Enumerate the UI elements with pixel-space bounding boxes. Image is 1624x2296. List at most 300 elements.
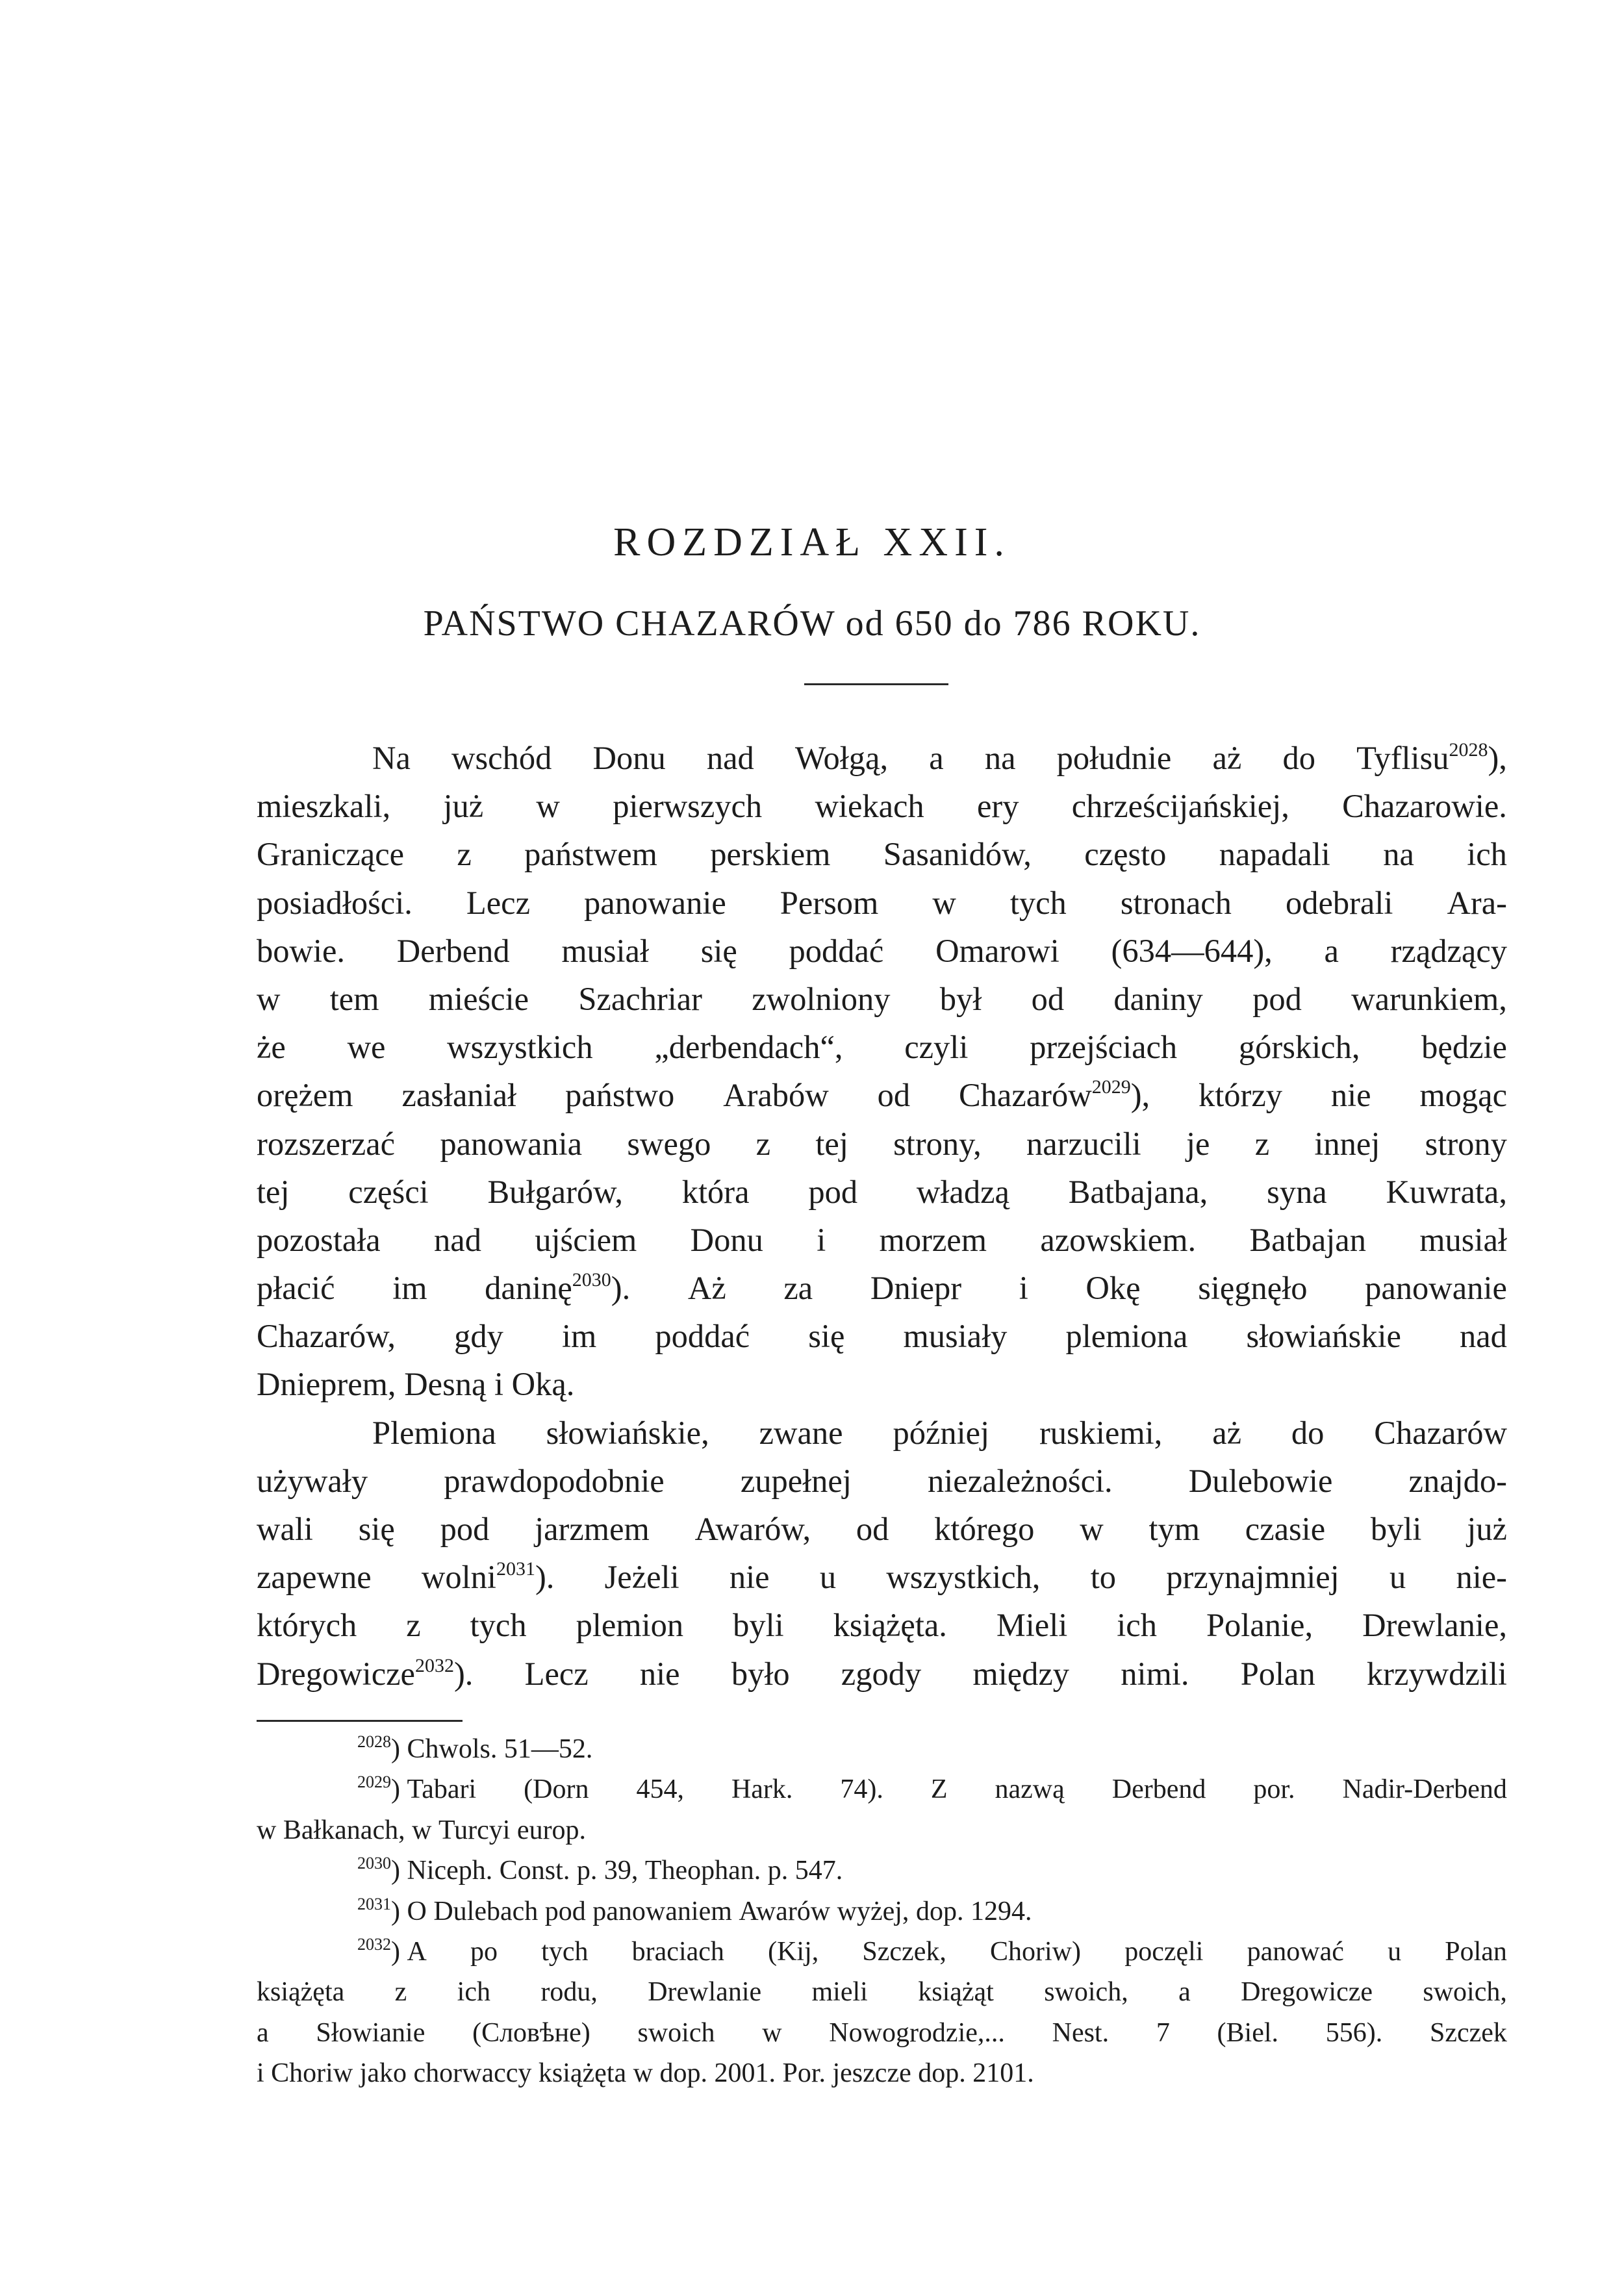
footnote-lead — [357, 1769, 476, 1810]
word: azowskiem. — [1040, 1221, 1197, 1258]
word: daninę — [485, 1270, 572, 1307]
text-line — [257, 1850, 1507, 1891]
word: książęta. — [833, 1607, 947, 1644]
word: p. — [576, 1856, 598, 1886]
word: tej — [815, 1125, 848, 1162]
word: to — [1090, 1559, 1116, 1596]
text-line — [257, 1457, 1507, 1505]
word: czyli — [904, 1029, 969, 1066]
footnote-number: $^{2031}$) — [357, 1894, 400, 1926]
word: O — [407, 1896, 427, 1926]
punctuation: ). — [453, 1655, 474, 1692]
word: później — [893, 1414, 990, 1451]
word: Z — [930, 1774, 948, 1805]
text-line — [257, 1168, 1507, 1216]
word: napadali — [1219, 836, 1330, 873]
word: bowie. — [257, 932, 346, 969]
word: Szczek, — [862, 1936, 946, 1967]
word: znajdo- — [1408, 1462, 1507, 1499]
word: Nadir-Derbend — [1342, 1774, 1507, 1805]
word: 2101. — [972, 2058, 1034, 2089]
word: wiekach — [815, 788, 924, 825]
word: Szczek — [1429, 2017, 1507, 2048]
word: aż — [1212, 740, 1242, 776]
word: w — [932, 884, 956, 921]
word: zgody — [841, 1655, 922, 1692]
word: nimi. — [1121, 1655, 1189, 1692]
word: nie — [729, 1559, 770, 1596]
word: Dregowicze — [257, 1655, 415, 1692]
word: było — [731, 1655, 790, 1692]
word: dop. — [918, 2058, 966, 2089]
word: i — [257, 2058, 264, 2089]
text-line — [257, 782, 1507, 830]
footnote-reference: 2028 — [1449, 739, 1488, 761]
word: 74). — [840, 1774, 883, 1805]
word: byli — [1370, 1511, 1422, 1547]
footnote-number: $^{2029}$) — [357, 1772, 400, 1805]
word: Por. — [782, 2058, 826, 2089]
text-line — [257, 1071, 1507, 1119]
word: Arabów — [723, 1077, 829, 1114]
word: chorwaccy — [413, 2058, 532, 2089]
word: gdy — [454, 1318, 503, 1355]
word: Donu — [592, 740, 666, 776]
word: się — [358, 1511, 395, 1547]
text-line — [257, 879, 1507, 927]
footnote-number: $^{2030}$) — [357, 1854, 400, 1886]
word: jarzmem — [535, 1511, 650, 1547]
word: Awarów — [739, 1896, 831, 1926]
word: A — [407, 1936, 427, 1967]
word: musiał — [561, 932, 649, 969]
word: Polan — [1445, 1936, 1507, 1967]
text-line — [257, 1312, 1507, 1360]
word: panować — [1247, 1936, 1344, 1967]
word: (Biel. — [1217, 2017, 1279, 2048]
word: słowiańskie, — [546, 1414, 709, 1451]
word: panowanie — [1365, 1270, 1507, 1307]
text-line — [257, 975, 1507, 1023]
word: braciach — [631, 1936, 724, 1967]
word: Dulebowie — [1188, 1462, 1333, 1499]
word: im — [392, 1270, 427, 1307]
word: tem — [329, 980, 379, 1017]
text-line — [257, 1360, 1507, 1408]
text-line — [257, 1972, 1507, 2012]
text-line — [257, 1409, 1507, 1457]
word: (Kij, — [768, 1936, 819, 1967]
word: Nest. — [1052, 2017, 1110, 2048]
footnote-lead — [357, 1932, 427, 1972]
word: byli — [733, 1607, 784, 1644]
word: południe — [1056, 740, 1172, 776]
word: i — [494, 1366, 504, 1403]
word: za — [783, 1270, 813, 1307]
word: swoich — [637, 2017, 715, 2048]
text-line — [257, 1810, 1507, 1850]
word: „derbendach“, — [654, 1029, 843, 1066]
word: poddać — [655, 1318, 750, 1355]
word: zwolniony — [752, 980, 891, 1017]
word: 51—52. — [503, 1734, 593, 1764]
word: nad — [434, 1221, 481, 1258]
word: posiadłości. — [257, 884, 412, 921]
footnote-number-digits: 2028 — [357, 1732, 391, 1751]
text-line — [257, 927, 1507, 975]
word: był — [939, 980, 982, 1017]
word: których — [257, 1607, 357, 1644]
word: rodu, — [540, 1977, 598, 2008]
footnote-number-digits: 2029 — [357, 1772, 391, 1792]
footnote-lead — [357, 1729, 497, 1769]
word: w — [257, 980, 281, 1017]
text-line — [257, 734, 1507, 782]
word: pozostała — [257, 1221, 381, 1258]
word: Dnieprem, — [257, 1366, 396, 1403]
word: ruskiemi, — [1039, 1414, 1163, 1451]
word: Sasanidów, — [883, 836, 1032, 873]
footnote-number-digits: 2031 — [357, 1894, 391, 1913]
word: Awarów, — [694, 1511, 811, 1547]
word: zupełnej — [740, 1462, 852, 1499]
word: górskich, — [1238, 1029, 1360, 1066]
word: Batbajana, — [1068, 1173, 1208, 1210]
word: ich — [1467, 836, 1507, 873]
word: od — [877, 1077, 911, 1114]
word: 1294. — [970, 1896, 1032, 1926]
text-line — [257, 1120, 1507, 1168]
word: daniny — [1113, 980, 1203, 1017]
word: wszystkich — [447, 1029, 593, 1066]
word: im — [561, 1318, 597, 1355]
word: w — [762, 2017, 782, 2048]
word: innej — [1314, 1125, 1380, 1162]
word: Słowianie — [316, 2017, 425, 2048]
word: Theophan. — [644, 1856, 761, 1886]
word: Bałkanach, — [283, 1815, 405, 1845]
word: wszystkich, — [886, 1559, 1041, 1596]
word: wolni — [421, 1559, 496, 1596]
word: p. — [767, 1856, 789, 1886]
word: i — [1019, 1270, 1028, 1307]
word: często — [1084, 836, 1167, 873]
word: i — [817, 1221, 826, 1258]
word: Chazarów, — [257, 1318, 396, 1355]
word: odebrali — [1285, 884, 1393, 921]
word: ery — [976, 788, 1019, 825]
word: morzem — [879, 1221, 987, 1258]
word: jako — [359, 2058, 407, 2089]
word: z — [394, 1977, 407, 2008]
word: używały — [257, 1462, 368, 1499]
word: Tabari — [407, 1774, 477, 1805]
footnote-number-digits: 2032 — [357, 1934, 391, 1954]
word: tej — [257, 1173, 290, 1210]
punctuation: ), — [1488, 740, 1507, 776]
footnote-reference: 2030 — [572, 1269, 611, 1291]
text-line — [257, 1891, 1507, 1932]
word: w — [412, 1815, 432, 1845]
word: Kuwrata, — [1386, 1173, 1507, 1210]
punctuation: ). — [535, 1559, 555, 1596]
word: 7 — [1156, 2017, 1170, 2048]
word: mieście — [428, 980, 529, 1017]
word: Dulebach — [433, 1896, 539, 1926]
word: którego — [934, 1511, 1035, 1547]
word: Aż — [687, 1270, 726, 1307]
word: Derbend — [396, 932, 510, 969]
title-divider — [804, 683, 948, 685]
word: po — [470, 1936, 498, 1967]
word: książęta — [257, 1977, 345, 2008]
word: Lecz — [524, 1655, 589, 1692]
word: Na — [372, 740, 411, 776]
word: 39, — [603, 1856, 639, 1886]
word: z — [755, 1125, 771, 1162]
word: Batbajan — [1249, 1221, 1366, 1258]
word-with-reference — [257, 1650, 473, 1698]
footnote-reference: 2032 — [414, 1654, 454, 1676]
word: narzucili — [1026, 1125, 1141, 1162]
text-line — [257, 1650, 1507, 1698]
word: krzywdzili — [1366, 1655, 1507, 1692]
word: Drewlanie, — [1362, 1607, 1507, 1644]
word: mieli — [811, 1977, 868, 2008]
word: syna — [1267, 1173, 1327, 1210]
word: a — [1324, 932, 1339, 969]
word: musiały — [903, 1318, 1008, 1355]
word: Turcyi — [438, 1815, 511, 1845]
word-with-reference — [1356, 734, 1507, 782]
word: pod — [544, 1896, 586, 1926]
word-with-reference — [422, 1553, 554, 1601]
word: a — [929, 740, 944, 776]
word: pod — [440, 1511, 490, 1547]
word-with-reference — [959, 1071, 1150, 1119]
word: Okę — [1085, 1270, 1141, 1307]
word: Chazarowie. — [1342, 788, 1507, 825]
word: Bułgarów, — [487, 1173, 623, 1210]
word: z — [457, 836, 472, 873]
word: między — [972, 1655, 1070, 1692]
footnotes — [257, 1729, 1507, 2094]
word: Dniepr — [870, 1270, 962, 1307]
word: Drewlanie — [648, 1977, 762, 2008]
word: u — [1389, 1559, 1406, 1596]
word: Dregowicze — [1241, 1977, 1373, 2008]
word: pod — [808, 1173, 858, 1210]
word: Oką. — [511, 1366, 575, 1403]
word: (Dorn — [524, 1774, 589, 1805]
word: europ. — [516, 1815, 587, 1845]
word: Hark. — [731, 1774, 793, 1805]
word: (634—644), — [1111, 932, 1273, 969]
word: Chazarów — [1374, 1414, 1507, 1451]
punctuation: ). — [611, 1270, 631, 1307]
text-line — [257, 1932, 1507, 1972]
word: panowaniem — [592, 1896, 732, 1926]
chapter-title: ROZDZIAŁ XXII. — [613, 520, 1011, 564]
word: w — [1080, 1511, 1104, 1547]
word: rozszerzać — [257, 1125, 396, 1162]
word: państwo — [565, 1077, 675, 1114]
footnote-number-digits: 2030 — [357, 1854, 391, 1873]
word: Polan — [1240, 1655, 1315, 1692]
word: wyżej, — [837, 1896, 909, 1926]
word: Omarowi — [935, 932, 1059, 969]
word: mieszkali, — [257, 788, 391, 825]
word: płacić — [257, 1270, 335, 1307]
word: Persom — [780, 884, 879, 921]
word: swego — [627, 1125, 711, 1162]
word: już — [1467, 1511, 1507, 1547]
word: nie- — [1456, 1559, 1507, 1596]
word: swoich, — [1423, 1977, 1507, 2008]
word-with-reference — [485, 1264, 630, 1312]
text-line — [257, 830, 1507, 878]
word: do — [1291, 1414, 1325, 1451]
word: Lecz — [466, 884, 530, 921]
word: nie — [639, 1655, 680, 1692]
word: w — [536, 788, 560, 825]
word: rządzący — [1390, 932, 1507, 969]
word: 547. — [794, 1856, 843, 1886]
word: sięgnęło — [1198, 1270, 1308, 1307]
word: strony, — [893, 1125, 982, 1162]
word: państwem — [524, 836, 657, 873]
word: na — [984, 740, 1016, 776]
word: prawdopodobnie — [444, 1462, 665, 1499]
text-line — [257, 1216, 1507, 1264]
word: aż — [1212, 1414, 1242, 1451]
word: nad — [1460, 1318, 1507, 1355]
word: zasłaniał — [401, 1077, 517, 1114]
word: warunkiem, — [1351, 980, 1507, 1017]
word: Mieli — [996, 1607, 1068, 1644]
word: która — [681, 1173, 750, 1210]
word: którzy — [1198, 1077, 1282, 1114]
word: dop. — [915, 1896, 964, 1926]
word: we — [347, 1029, 386, 1066]
word: się — [808, 1318, 845, 1355]
text-line — [257, 1023, 1507, 1071]
word: Szachriar — [578, 980, 702, 1017]
word: od — [1031, 980, 1065, 1017]
word: Chwols. — [407, 1734, 498, 1764]
word: Choriw — [271, 2058, 353, 2089]
word: panowania — [440, 1125, 583, 1162]
word: chrześcijańskiej, — [1071, 788, 1289, 825]
word: dop. — [659, 2058, 707, 2089]
word: ich — [1117, 1607, 1157, 1644]
word: w — [633, 2058, 653, 2089]
word: słowiańskie — [1246, 1318, 1401, 1355]
word: mogąc — [1419, 1077, 1507, 1114]
word: ich — [457, 1977, 490, 2008]
word: przynajmniej — [1166, 1559, 1339, 1596]
text-line — [257, 1769, 1507, 1810]
word: książęta — [538, 2058, 627, 2089]
body-text — [257, 734, 1507, 1698]
word: Tyflisu — [1356, 740, 1449, 776]
chapter-subtitle: PAŃSTWO CHAZARÓW od 650 do 786 ROKU. — [423, 603, 1201, 644]
word: czasie — [1245, 1511, 1326, 1547]
word: plemiona — [1065, 1318, 1188, 1355]
word: swoich, — [1044, 1977, 1128, 2008]
word: książąt — [918, 1977, 994, 2008]
word: będzie — [1421, 1029, 1507, 1066]
word: Chazarów — [958, 1077, 1092, 1114]
word: w — [257, 1815, 277, 1845]
word: Nowogrodzie,... — [829, 2017, 1005, 2048]
word: plemion — [576, 1607, 684, 1644]
word: poczęli — [1124, 1936, 1204, 1967]
text-line — [257, 1553, 1507, 1601]
text-line — [257, 1729, 1507, 1769]
word: stronach — [1120, 884, 1232, 921]
word: od — [856, 1511, 889, 1547]
word: z — [1254, 1125, 1270, 1162]
word: Choriw) — [990, 1936, 1082, 1967]
text-line — [257, 1601, 1507, 1649]
text-line — [257, 2013, 1507, 2053]
word: musiał — [1419, 1221, 1507, 1258]
footnote-number: $^{2032}$) — [357, 1934, 400, 1967]
word: części — [348, 1173, 429, 1210]
word: Ara- — [1447, 884, 1507, 921]
word: Const. — [499, 1856, 570, 1886]
word: Jeżeli — [604, 1559, 679, 1596]
footnote-lead — [357, 1850, 492, 1891]
word: wali — [257, 1511, 313, 1547]
word: a — [1178, 1977, 1191, 2008]
word: perskiem — [710, 836, 831, 873]
word: tym — [1148, 1511, 1200, 1547]
word: Graniczące — [257, 836, 405, 873]
word: orężem — [257, 1077, 353, 1114]
word: a — [257, 2017, 269, 2048]
word: zapewne — [257, 1559, 372, 1596]
word: pierwszych — [613, 788, 763, 825]
text-line — [257, 1505, 1507, 1553]
word: się — [700, 932, 737, 969]
word: u — [1388, 1936, 1402, 1967]
word: strony — [1425, 1125, 1507, 1162]
word: Polanie, — [1206, 1607, 1313, 1644]
footnote-number: $^{2028}$) — [357, 1732, 400, 1764]
word: Derbend — [1111, 1774, 1206, 1805]
word: już — [443, 788, 484, 825]
word: niezależności. — [928, 1462, 1113, 1499]
word: Niceph. — [407, 1856, 493, 1886]
word: tych — [470, 1607, 527, 1644]
word: nad — [706, 740, 754, 776]
text-line — [257, 2053, 1507, 2093]
word: tych — [1009, 884, 1067, 921]
word: Wołgą, — [794, 740, 889, 776]
word: por. — [1253, 1774, 1295, 1805]
word: 556). — [1325, 2017, 1383, 2048]
word: nazwą — [995, 1774, 1065, 1805]
word: Donu — [690, 1221, 763, 1258]
word: na — [1383, 836, 1414, 873]
footnote-reference: 2029 — [1091, 1076, 1131, 1098]
footnote-lead — [357, 1891, 427, 1932]
word: (Словѣне) — [472, 2017, 590, 2048]
word: 454, — [636, 1774, 684, 1805]
word: pod — [1252, 980, 1302, 1017]
